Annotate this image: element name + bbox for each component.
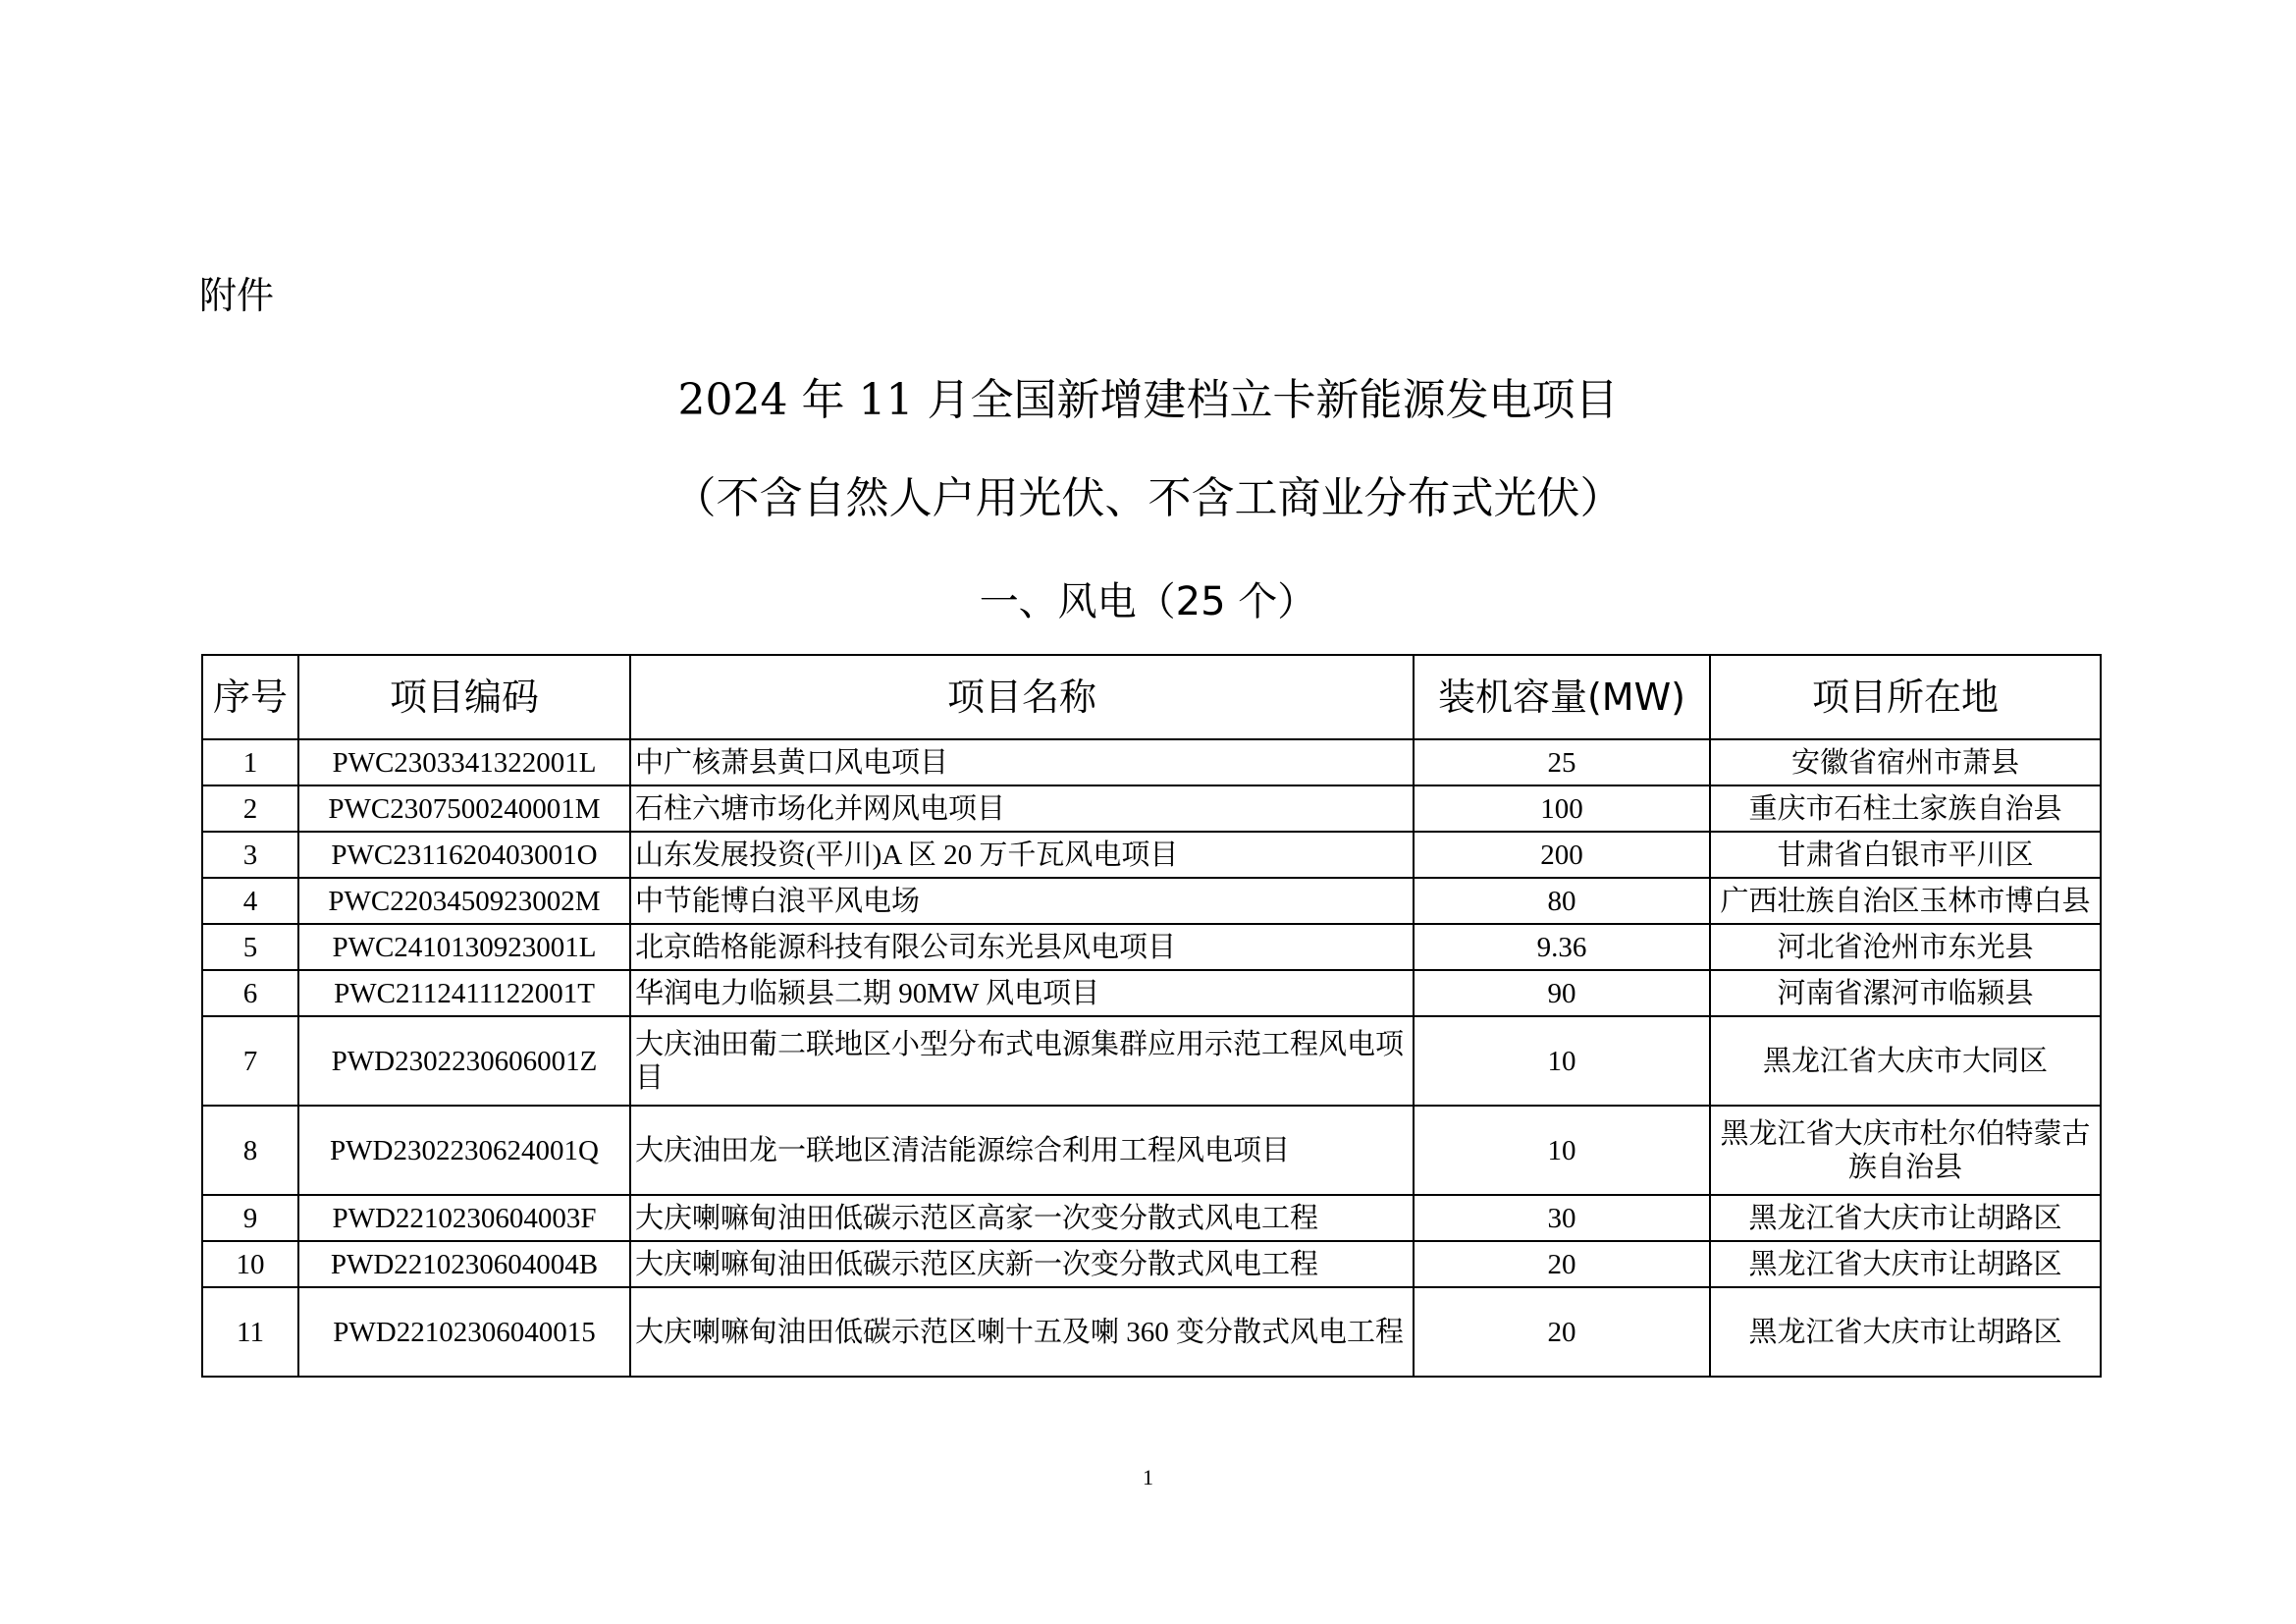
row-project-code: PWC2311620403001O xyxy=(298,832,630,878)
row-location: 重庆市石柱土家族自治县 xyxy=(1710,785,2101,832)
document-title-line-2: （不含自然人户用光伏、不含工商业分布式光伏） xyxy=(672,473,1624,523)
document-title-line-1: 2024 年 11 月全国新增建档立卡新能源发电项目 xyxy=(677,375,1619,425)
row-capacity: 200 xyxy=(1414,832,1710,878)
attachment-label: 附件 xyxy=(199,274,275,317)
table-row xyxy=(202,832,2101,878)
row-project-code: PWD2210230604001​5 xyxy=(298,1287,630,1377)
row-capacity: 10 xyxy=(1414,1106,1710,1195)
row-capacity: 20 xyxy=(1414,1287,1710,1377)
table-row xyxy=(202,1287,2101,1377)
projects-table xyxy=(201,654,2102,1378)
row-project-name: 大庆喇嘛甸油田低碳示范区喇十五及喇 360 变分散式风电工程 xyxy=(630,1287,1414,1377)
row-index: 1 xyxy=(202,739,298,785)
row-location: 黑龙江省大庆市让胡路区 xyxy=(1710,1241,2101,1287)
table-row xyxy=(202,1241,2101,1287)
row-location: 黑龙江省大庆市杜尔伯特蒙古族自治县 xyxy=(1710,1106,2101,1195)
header-project-name: 项目名称 xyxy=(630,655,1414,739)
row-project-name: 石柱六塘市场化并网风电项目 xyxy=(630,785,1414,832)
row-project-name: 华润电力临颍县二期 90MW 风电项目 xyxy=(630,970,1414,1016)
row-capacity: 100 xyxy=(1414,785,1710,832)
header-capacity: 装机容量(MW) xyxy=(1414,655,1710,739)
page-number: 1 xyxy=(1143,1465,1153,1489)
header-project-code: 项目编码 xyxy=(298,655,630,739)
row-project-code: PWD2210230604003F xyxy=(298,1195,630,1241)
row-capacity: 25 xyxy=(1414,739,1710,785)
row-index: 4 xyxy=(202,878,298,924)
table-row xyxy=(202,1016,2101,1106)
row-capacity: 90 xyxy=(1414,970,1710,1016)
row-capacity: 10 xyxy=(1414,1016,1710,1106)
row-project-code: PWC2410130923001L xyxy=(298,924,630,970)
header-location: 项目所在地 xyxy=(1710,655,2101,739)
row-location: 黑龙江省大庆市让胡路区 xyxy=(1710,1287,2101,1377)
row-index: 9 xyxy=(202,1195,298,1241)
row-project-name: 大庆喇嘛甸油田低碳示范区庆新一次变分散式风电工程 xyxy=(630,1241,1414,1287)
row-project-name: 大庆油田葡二联地区小型分布式电源集群应用示范工程风电项目 xyxy=(630,1016,1414,1106)
row-index: 5 xyxy=(202,924,298,970)
row-project-code: PWC2303341322001L xyxy=(298,739,630,785)
row-project-code: PWD2302230624001Q xyxy=(298,1106,630,1195)
table-row xyxy=(202,1195,2101,1241)
header-index: 序号 xyxy=(202,655,298,739)
section-heading: 一、风电（25 个） xyxy=(979,579,1317,624)
row-project-code: PWC2203450923002M xyxy=(298,878,630,924)
row-project-name: 大庆喇嘛甸油田低碳示范区高家一次变分散式风电工程 xyxy=(630,1195,1414,1241)
row-capacity: 80 xyxy=(1414,878,1710,924)
row-project-code: PWC2307500240001M xyxy=(298,785,630,832)
row-location: 黑龙江省大庆市让胡路区 xyxy=(1710,1195,2101,1241)
table-row xyxy=(202,1106,2101,1195)
row-index: 11 xyxy=(202,1287,298,1377)
table-row xyxy=(202,739,2101,785)
row-capacity: 30 xyxy=(1414,1195,1710,1241)
row-location: 河南省漯河市临颍县 xyxy=(1710,970,2101,1016)
row-project-name: 大庆油田龙一联地区清洁能源综合利用工程风电项目 xyxy=(630,1106,1414,1195)
row-project-name: 中广核萧县黄口风电项目 xyxy=(630,739,1414,785)
row-project-code: PWD2302230606001Z xyxy=(298,1016,630,1106)
table-row xyxy=(202,924,2101,970)
row-project-code: PWC2112411122001T xyxy=(298,970,630,1016)
row-location: 河北省沧州市东光县 xyxy=(1710,924,2101,970)
row-location: 黑龙江省大庆市大同区 xyxy=(1710,1016,2101,1106)
row-capacity: 20 xyxy=(1414,1241,1710,1287)
table-row xyxy=(202,878,2101,924)
table-header-row xyxy=(202,655,2101,739)
table-row xyxy=(202,785,2101,832)
row-index: 7 xyxy=(202,1016,298,1106)
row-capacity: 9.36 xyxy=(1414,924,1710,970)
row-location: 安徽省宿州市萧县 xyxy=(1710,739,2101,785)
row-project-name: 中节能博白浪平风电场 xyxy=(630,878,1414,924)
row-project-code: PWD2210230604004B xyxy=(298,1241,630,1287)
row-index: 6 xyxy=(202,970,298,1016)
row-location: 广西壮族自治区玉林市博白县 xyxy=(1710,878,2101,924)
row-index: 2 xyxy=(202,785,298,832)
table-row xyxy=(202,970,2101,1016)
row-index: 3 xyxy=(202,832,298,878)
row-index: 10 xyxy=(202,1241,298,1287)
row-location: 甘肃省白银市平川区 xyxy=(1710,832,2101,878)
row-index: 8 xyxy=(202,1106,298,1195)
row-project-name: 北京皓格能源科技有限公司东光县风电项目 xyxy=(630,924,1414,970)
row-project-name: 山东发展投资(平川)A 区 20 万千瓦风电项目 xyxy=(630,832,1414,878)
